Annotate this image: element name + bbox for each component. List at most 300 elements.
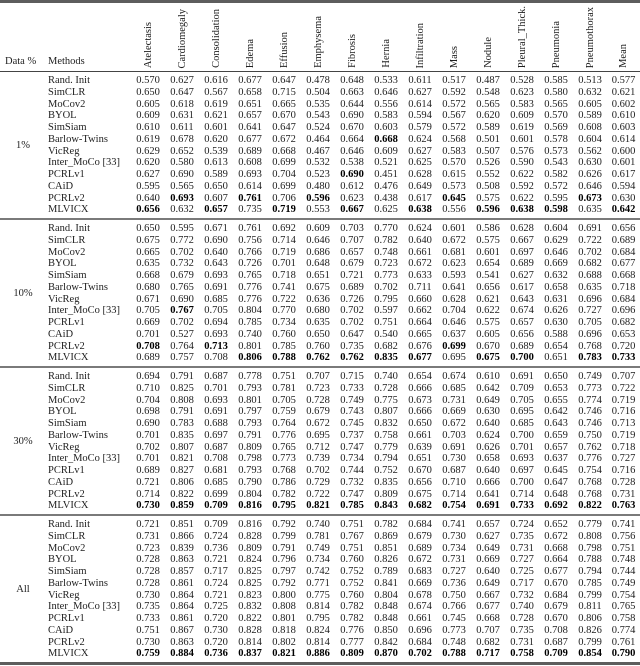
method-name: VicReg: [48, 589, 80, 601]
value-cell: 0.628: [408, 169, 432, 180]
value-cell: 0.728: [510, 613, 534, 624]
value-cell: 0.792: [272, 519, 296, 530]
value-cell: 0.721: [204, 554, 228, 566]
value-cell: 0.677: [238, 75, 262, 86]
method-name: Barlow-Twins: [48, 429, 108, 441]
value-cell: 0.672: [544, 530, 568, 542]
value-cell: 0.701: [136, 328, 160, 340]
method-name: SimCLR: [48, 86, 86, 98]
value-cell: 0.839: [170, 542, 194, 554]
value-cell: 0.727: [611, 453, 636, 465]
value-cell: 0.607: [204, 192, 228, 204]
data-section: [0, 72, 640, 220]
value-cell: 0.438: [374, 192, 398, 204]
value-cell: 0.528: [510, 75, 534, 86]
table-row: [0, 235, 640, 247]
method-name: PCRLv2: [48, 488, 85, 500]
column-header-label: Hernia: [380, 39, 392, 68]
value-cell-best: 0.790: [611, 648, 636, 660]
value-cell: 0.570: [442, 157, 466, 169]
value-cell: 0.624: [476, 429, 500, 441]
value-cell: 0.645: [544, 465, 568, 476]
value-cell: 0.556: [442, 204, 466, 216]
table-row: [0, 99, 640, 111]
table-row: [0, 294, 640, 306]
value-cell: 0.702: [374, 281, 398, 293]
value-cell: 0.754: [578, 465, 602, 476]
value-cell-best: 0.682: [408, 500, 432, 512]
method-name: SimCLR: [48, 234, 86, 246]
value-cell: 0.608: [238, 157, 262, 169]
value-cell: 0.635: [136, 258, 160, 270]
value-cell: 0.666: [408, 382, 432, 394]
column-header-label: Effusion: [278, 32, 290, 68]
value-cell: 0.646: [578, 180, 602, 192]
method-name: MLVICX: [48, 204, 89, 216]
value-cell: 0.646: [340, 145, 364, 157]
value-cell: 0.723: [306, 382, 330, 394]
value-cell: 0.640: [476, 418, 500, 429]
method-name: Barlow-Twins: [48, 281, 108, 293]
value-cell: 0.709: [204, 519, 228, 530]
value-cell: 0.705: [272, 394, 296, 406]
value-cell: 0.614: [238, 180, 262, 192]
value-cell: 0.832: [374, 418, 398, 429]
value-cell: 0.740: [374, 371, 398, 382]
value-cell: 0.825: [170, 382, 194, 394]
value-cell: 0.835: [170, 429, 194, 441]
value-cell: 0.674: [408, 601, 432, 613]
table-row: [0, 383, 640, 395]
value-cell: 0.702: [170, 246, 194, 258]
value-cell: 0.776: [578, 453, 602, 465]
data-percent-label: 30%: [13, 435, 33, 447]
value-cell: 0.527: [170, 328, 194, 340]
value-cell: 0.669: [476, 554, 500, 566]
value-cell: 0.661: [408, 429, 432, 441]
value-cell: 0.567: [204, 86, 228, 98]
table-row: [0, 204, 640, 216]
value-cell: 0.730: [136, 589, 160, 601]
value-cell: 0.658: [238, 86, 262, 98]
value-cell: 0.595: [170, 223, 194, 234]
value-cell: 0.677: [238, 133, 262, 145]
value-cell-best: 0.788: [272, 352, 296, 364]
value-cell: 0.793: [238, 418, 262, 429]
value-cell: 0.600: [611, 145, 636, 157]
value-cell: 0.609: [510, 110, 534, 122]
value-cell: 0.773: [374, 270, 398, 281]
value-cell: 0.690: [340, 110, 364, 122]
value-cell: 0.682: [611, 317, 636, 328]
value-cell: 0.797: [272, 566, 296, 577]
value-cell: 0.597: [374, 305, 398, 317]
value-cell: 0.624: [408, 133, 432, 145]
value-cell: 0.632: [170, 204, 194, 216]
value-cell: 0.747: [340, 488, 364, 500]
value-cell: 0.589: [476, 122, 500, 133]
value-cell: 0.669: [136, 317, 160, 328]
value-cell-best: 0.709: [544, 648, 568, 660]
value-cell: 0.684: [408, 636, 432, 648]
value-cell: 0.720: [204, 613, 228, 624]
value-cell: 0.605: [476, 328, 500, 340]
value-cell: 0.609: [136, 110, 160, 122]
value-cell: 0.782: [340, 601, 364, 613]
value-cell: 0.715: [340, 371, 364, 382]
value-cell: 0.504: [306, 86, 330, 98]
column-header-label: Cardiomegaly: [176, 8, 188, 68]
table-row: [0, 329, 640, 341]
value-cell: 0.861: [170, 577, 194, 589]
value-cell: 0.611: [170, 122, 194, 133]
value-cell: 0.626: [544, 305, 568, 317]
value-cell: 0.721: [204, 589, 228, 601]
value-cell: 0.641: [238, 122, 262, 133]
value-cell: 0.691: [578, 223, 602, 234]
value-cell: 0.661: [408, 613, 432, 624]
value-cell: 0.480: [306, 180, 330, 192]
value-cell: 0.851: [374, 542, 398, 554]
value-cell: 0.682: [374, 340, 398, 352]
method-name: SimSiam: [48, 566, 87, 577]
method-name: SimSiam: [48, 122, 87, 133]
value-cell: 0.580: [544, 86, 568, 98]
value-cell: 0.825: [238, 577, 262, 589]
value-cell-best: 0.816: [238, 500, 262, 512]
value-cell: 0.705: [510, 394, 534, 406]
value-cell: 0.668: [136, 270, 160, 281]
value-cell: 0.700: [510, 429, 534, 441]
value-cell: 0.795: [306, 613, 330, 624]
value-cell: 0.727: [510, 554, 534, 566]
value-cell: 0.774: [578, 394, 602, 406]
value-cell: 0.553: [306, 204, 330, 216]
table-row: [0, 648, 640, 660]
value-cell: 0.814: [238, 636, 262, 648]
value-cell: 0.611: [408, 75, 432, 86]
value-cell: 0.704: [136, 394, 160, 406]
value-cell: 0.702: [340, 317, 364, 328]
method-name: SimSiam: [48, 270, 87, 281]
column-header-label: Pneumonia: [550, 20, 562, 68]
value-cell: 0.721: [340, 270, 364, 281]
value-cell: 0.802: [272, 636, 296, 648]
value-cell: 0.735: [510, 530, 534, 542]
value-cell: 0.629: [544, 234, 568, 246]
value-cell: 0.748: [611, 554, 636, 566]
value-cell: 0.749: [340, 394, 364, 406]
value-cell: 0.640: [476, 465, 500, 476]
value-cell: 0.689: [340, 281, 364, 293]
value-cell: 0.652: [544, 519, 568, 530]
value-cell: 0.670: [476, 340, 500, 352]
value-cell: 0.710: [136, 382, 160, 394]
value-cell: 0.643: [204, 258, 228, 270]
value-cell: 0.752: [340, 566, 364, 577]
value-cell: 0.636: [306, 293, 330, 305]
value-cell: 0.637: [442, 328, 466, 340]
value-cell: 0.642: [544, 406, 568, 418]
value-cell: 0.660: [408, 293, 432, 305]
value-cell: 0.692: [272, 223, 296, 234]
column-header: [505, 3, 539, 71]
value-cell: 0.619: [510, 122, 534, 133]
value-cell: 0.727: [578, 305, 602, 317]
method-name: Inter_MoCo [33]: [48, 453, 121, 465]
table-row: [0, 75, 640, 87]
value-cell: 0.671: [204, 223, 228, 234]
value-cell: 0.665: [272, 98, 296, 110]
value-cell: 0.701: [272, 258, 296, 270]
value-cell-best: 0.809: [340, 648, 364, 660]
method-name: PCRLv1: [48, 613, 85, 624]
value-cell: 0.656: [611, 223, 636, 234]
method-name: PCRLv2: [48, 192, 85, 204]
value-cell: 0.808: [170, 394, 194, 406]
table-row: [0, 625, 640, 637]
value-cell: 0.751: [374, 317, 398, 328]
value-cell: 0.628: [442, 293, 466, 305]
value-cell: 0.693: [204, 270, 228, 281]
value-cell: 0.664: [408, 317, 432, 328]
value-cell: 0.508: [476, 180, 500, 192]
column-header-label: Atelectasis: [142, 21, 154, 68]
value-cell: 0.601: [510, 133, 534, 145]
value-cell: 0.730: [136, 636, 160, 648]
value-cell: 0.801: [238, 394, 262, 406]
column-header-label: Mass: [448, 45, 460, 68]
value-cell: 0.689: [510, 340, 534, 352]
value-cell: 0.675: [306, 281, 330, 293]
value-cell: 0.640: [476, 566, 500, 577]
value-cell: 0.614: [611, 133, 636, 145]
value-cell: 0.582: [544, 169, 568, 180]
table-row: [0, 258, 640, 270]
value-cell: 0.603: [374, 122, 398, 133]
value-cell: 0.647: [544, 476, 568, 488]
value-cell: 0.718: [272, 270, 296, 281]
value-cell: 0.679: [340, 258, 364, 270]
value-cell: 0.631: [544, 293, 568, 305]
value-cell-best: 0.843: [374, 500, 398, 512]
value-cell: 0.791: [272, 542, 296, 554]
value-cell-best: 0.821: [272, 648, 296, 660]
value-cell: 0.789: [374, 566, 398, 577]
value-cell: 0.731: [442, 554, 466, 566]
value-cell: 0.627: [510, 270, 534, 281]
value-cell: 0.785: [272, 340, 296, 352]
value-cell: 0.766: [442, 601, 466, 613]
value-cell: 0.595: [136, 180, 160, 192]
value-cell: 0.703: [340, 223, 364, 234]
method-name: PCRLv1: [48, 317, 85, 328]
value-cell: 0.646: [306, 234, 330, 246]
value-cell: 0.624: [408, 223, 432, 234]
value-cell: 0.821: [170, 453, 194, 465]
value-cell: 0.708: [544, 624, 568, 636]
value-cell-best: 0.785: [340, 500, 364, 512]
header-methods: Methods: [48, 56, 85, 67]
value-cell: 0.684: [611, 246, 636, 258]
value-cell: 0.668: [476, 613, 500, 624]
value-cell: 0.824: [306, 624, 330, 636]
value-cell: 0.656: [408, 476, 432, 488]
value-cell: 0.701: [136, 429, 160, 441]
value-cell: 0.689: [408, 542, 432, 554]
value-cell: 0.605: [136, 98, 160, 110]
value-cell: 0.726: [238, 258, 262, 270]
value-cell: 0.691: [204, 406, 228, 418]
value-cell: 0.741: [272, 281, 296, 293]
value-cell: 0.603: [611, 122, 636, 133]
value-cell: 0.548: [476, 86, 500, 98]
value-cell: 0.651: [544, 352, 568, 364]
value-cell: 0.601: [442, 223, 466, 234]
value-cell-best: 0.638: [408, 204, 432, 216]
value-cell: 0.668: [611, 270, 636, 281]
value-cell: 0.668: [272, 145, 296, 157]
value-cell: 0.765: [238, 270, 262, 281]
value-cell: 0.540: [374, 328, 398, 340]
value-cell: 0.863: [170, 554, 194, 566]
value-cell: 0.647: [340, 328, 364, 340]
value-cell: 0.569: [544, 122, 568, 133]
value-cell: 0.689: [611, 234, 636, 246]
value-cell: 0.648: [340, 75, 364, 86]
column-header-label: Infiltration: [414, 22, 426, 68]
value-cell: 0.693: [238, 169, 262, 180]
value-cell: 0.794: [578, 566, 602, 577]
value-cell: 0.612: [340, 180, 364, 192]
value-cell: 0.782: [340, 613, 364, 624]
value-cell: 0.718: [611, 441, 636, 453]
value-cell: 0.730: [204, 624, 228, 636]
value-cell: 0.736: [204, 542, 228, 554]
value-cell-best: 0.692: [544, 500, 568, 512]
value-cell: 0.728: [136, 577, 160, 589]
value-cell: 0.640: [136, 192, 160, 204]
value-cell: 0.809: [374, 488, 398, 500]
value-cell: 0.696: [408, 624, 432, 636]
method-name: SimSiam: [48, 418, 87, 429]
value-cell: 0.648: [306, 258, 330, 270]
value-cell-best: 0.638: [510, 204, 534, 216]
value-cell: 0.576: [510, 145, 534, 157]
method-name: Rand. Init: [48, 519, 90, 530]
value-cell: 0.654: [544, 340, 568, 352]
value-cell: 0.741: [611, 519, 636, 530]
value-cell: 0.809: [238, 542, 262, 554]
value-cell: 0.622: [476, 305, 500, 317]
value-cell: 0.632: [544, 270, 568, 281]
value-cell: 0.659: [544, 429, 568, 441]
value-cell: 0.630: [611, 192, 636, 204]
value-cell: 0.740: [510, 601, 534, 613]
value-cell: 0.863: [170, 636, 194, 648]
value-cell: 0.657: [510, 317, 534, 328]
value-cell: 0.649: [408, 180, 432, 192]
value-cell: 0.723: [136, 542, 160, 554]
column-header: [165, 3, 199, 71]
value-cell: 0.670: [340, 122, 364, 133]
value-cell-best: 0.642: [611, 204, 636, 216]
value-cell: 0.759: [272, 406, 296, 418]
value-cell: 0.572: [442, 122, 466, 133]
value-cell: 0.818: [272, 624, 296, 636]
value-cell: 0.579: [408, 122, 432, 133]
value-cell: 0.679: [408, 530, 432, 542]
value-cell: 0.535: [306, 98, 330, 110]
value-cell: 0.533: [374, 75, 398, 86]
value-cell: 0.526: [476, 157, 500, 169]
method-name: SimCLR: [48, 530, 86, 542]
value-cell: 0.646: [374, 86, 398, 98]
value-cell: 0.792: [272, 577, 296, 589]
value-cell: 0.601: [204, 122, 228, 133]
value-cell: 0.867: [170, 624, 194, 636]
value-cell: 0.781: [272, 382, 296, 394]
value-cell: 0.766: [238, 246, 262, 258]
value-cell: 0.751: [611, 542, 636, 554]
value-cell-best: 0.677: [408, 352, 432, 364]
value-cell: 0.697: [510, 246, 534, 258]
value-cell: 0.826: [374, 554, 398, 566]
value-cell: 0.791: [170, 371, 194, 382]
table-row: [0, 371, 640, 383]
value-cell: 0.619: [204, 98, 228, 110]
method-name: CAiD: [48, 476, 74, 488]
column-header: [199, 3, 233, 71]
method-name: MLVICX: [48, 648, 89, 660]
value-cell: 0.649: [476, 542, 500, 554]
value-cell: 0.800: [272, 589, 296, 601]
method-name: Barlow-Twins: [48, 577, 108, 589]
value-cell: 0.785: [578, 577, 602, 589]
table-row: [0, 270, 640, 282]
value-cell: 0.727: [442, 566, 466, 577]
value-cell: 0.708: [204, 352, 228, 364]
value-cell: 0.621: [611, 86, 636, 98]
value-cell: 0.681: [204, 465, 228, 476]
value-cell: 0.594: [611, 180, 636, 192]
value-cell: 0.610: [136, 122, 160, 133]
value-cell: 0.768: [272, 465, 296, 476]
value-cell: 0.656: [476, 281, 500, 293]
value-cell: 0.630: [578, 157, 602, 169]
column-header-label: Pneumothorax: [584, 6, 596, 68]
value-cell: 0.798: [238, 453, 262, 465]
method-name: Rand. Init: [48, 371, 90, 382]
value-cell: 0.674: [442, 371, 466, 382]
value-cell: 0.808: [578, 530, 602, 542]
value-cell: 0.689: [510, 258, 534, 270]
value-cell: 0.747: [340, 441, 364, 453]
value-cell: 0.664: [340, 133, 364, 145]
value-cell: 0.699: [272, 157, 296, 169]
value-cell: 0.783: [170, 418, 194, 429]
value-cell: 0.722: [272, 293, 296, 305]
value-cell: 0.594: [408, 110, 432, 122]
value-cell: 0.828: [238, 624, 262, 636]
value-cell: 0.617: [611, 169, 636, 180]
value-cell: 0.734: [442, 542, 466, 554]
value-cell: 0.620: [204, 133, 228, 145]
value-cell: 0.696: [578, 328, 602, 340]
value-cell: 0.649: [476, 577, 500, 589]
value-cell: 0.737: [340, 429, 364, 441]
value-cell: 0.749: [306, 542, 330, 554]
